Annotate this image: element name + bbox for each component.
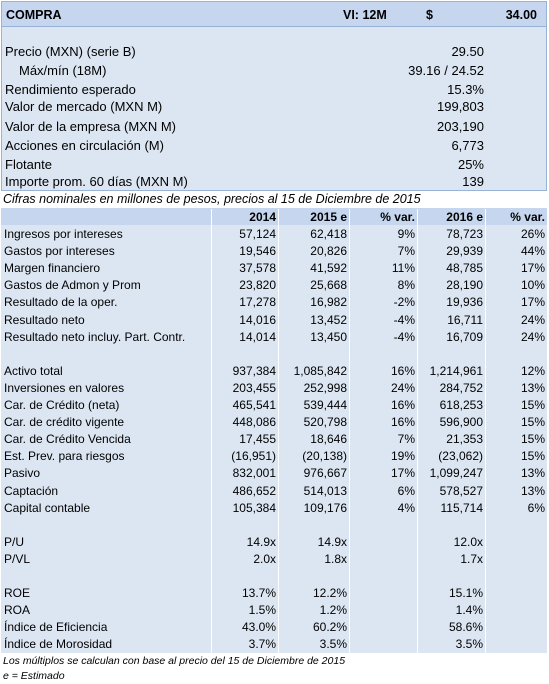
summary-value: 25% — [457, 157, 484, 172]
summary-value: 15.3% — [447, 82, 484, 97]
summary-row — [5, 44, 484, 62]
table-cell: 109,176 — [303, 500, 347, 515]
table-cell: -2% — [393, 295, 415, 310]
summary-value: 29.50 — [451, 44, 484, 59]
row-label: Capital contable — [4, 500, 91, 515]
table-cell: 3.7% — [248, 637, 276, 652]
row-label: Gastos por intereses — [4, 244, 115, 259]
table-cell: 19,546 — [239, 244, 276, 259]
row-label: ROA — [4, 603, 31, 618]
table-cell: 16% — [390, 415, 415, 430]
table-cell: 17% — [520, 295, 545, 310]
summary-label: Precio (MXN) (serie B) — [5, 44, 136, 59]
table-cell: (20,138) — [302, 449, 347, 464]
table-cell: 6% — [527, 500, 545, 515]
table-row — [1, 225, 547, 242]
table-row — [1, 362, 547, 379]
row-label: P/VL — [4, 551, 31, 566]
table-cell: 15.1% — [448, 586, 483, 601]
row-label: Activo total — [4, 363, 63, 378]
table-cell: 12% — [520, 363, 545, 378]
summary-row — [5, 99, 484, 117]
column-header: % var. — [510, 210, 545, 224]
table-cell: 24% — [390, 380, 415, 395]
financial-table — [1, 225, 547, 653]
table-cell: 7% — [397, 244, 415, 259]
summary-label: Rendimiento esperado — [5, 82, 136, 97]
summary-label: Valor de mercado (MXN M) — [5, 99, 163, 114]
table-cell: -4% — [393, 312, 415, 327]
table-cell: 17,455 — [239, 432, 276, 447]
table-row — [1, 328, 547, 345]
row-label: Resultado neto — [4, 312, 85, 327]
summary-value: 39.16 / 24.52 — [408, 63, 484, 78]
table-cell: 252,998 — [303, 380, 347, 395]
table-cell: 23,820 — [239, 278, 276, 293]
table-row — [1, 464, 547, 481]
row-label: Ingresos por intereses — [4, 227, 123, 241]
summary-label: Flotante — [5, 157, 52, 172]
table-cell: 7% — [397, 432, 415, 447]
table-row — [1, 379, 547, 396]
table-cell: 16% — [390, 363, 415, 378]
table-cell: 20,826 — [310, 244, 347, 259]
table-cell: 14.9x — [317, 534, 347, 549]
table-cell: 514,013 — [303, 483, 347, 498]
table-row — [1, 567, 547, 584]
table-cell: 15% — [520, 432, 545, 447]
column-header: % var. — [380, 210, 415, 224]
table-cell: 58.6% — [448, 620, 483, 635]
table-cell: (23,062) — [438, 449, 483, 464]
table-row — [1, 259, 547, 276]
table-cell: 115,714 — [440, 500, 483, 515]
figures-note: Cifras nominales en millones de pesos, precios al 15 de Diciembre de 2015 — [3, 192, 421, 206]
table-cell: 29,939 — [446, 244, 483, 259]
table-cell: 26% — [520, 227, 545, 241]
column-header: 2014 — [249, 210, 276, 224]
table-cell: 13,450 — [310, 329, 347, 344]
row-label: Margen financiero — [4, 261, 101, 276]
row-label: Índice de Eficiencia — [4, 620, 108, 635]
column-header: 2015 e — [310, 210, 347, 224]
table-cell: (16,951) — [231, 449, 276, 464]
summary-value: 6,773 — [451, 138, 484, 153]
column-divider — [349, 209, 350, 653]
table-cell: 937,384 — [232, 363, 276, 378]
table-cell: 448,086 — [232, 415, 276, 430]
row-label: Car. de Crédito (neta) — [4, 398, 120, 412]
table-cell: 13,452 — [310, 312, 347, 327]
table-cell: 3.5% — [455, 637, 483, 652]
summary-row — [5, 63, 484, 81]
table-cell: 1,214,961 — [429, 363, 483, 378]
table-row — [1, 533, 547, 550]
table-cell: 9% — [397, 227, 415, 241]
table-cell: 6% — [397, 483, 415, 498]
table-cell: 41,592 — [310, 261, 347, 276]
table-row — [1, 550, 547, 567]
table-cell: 19% — [390, 449, 415, 464]
table-cell: 11% — [391, 261, 415, 276]
summary-value: 203,190 — [437, 119, 484, 134]
table-cell: 486,652 — [232, 483, 276, 498]
table-row — [1, 413, 547, 430]
table-row — [1, 242, 547, 259]
table-row — [1, 584, 547, 601]
table-cell: -4% — [393, 329, 415, 344]
table-cell: 1,085,842 — [293, 363, 347, 378]
summary-row — [5, 138, 484, 156]
row-label: P/U — [4, 534, 25, 549]
table-row — [1, 635, 547, 652]
table-cell: 1.8x — [324, 551, 347, 566]
summary-label: Máx/mín (18M) — [19, 63, 107, 78]
summary-row — [5, 82, 484, 100]
row-label: Car. de crédito vigente — [4, 415, 125, 430]
target-price: 34.00 — [505, 8, 537, 22]
summary-row — [5, 119, 484, 137]
table-cell: 78,723 — [446, 227, 483, 241]
table-cell: 4% — [397, 500, 415, 515]
table-cell: 21,353 — [446, 432, 483, 447]
table-cell: 44% — [520, 244, 545, 259]
table-row — [1, 482, 547, 499]
table-cell: 1.4% — [455, 603, 483, 618]
row-label: Captación — [4, 483, 59, 498]
summary-value: 199,803 — [437, 99, 484, 114]
table-cell: 832,001 — [232, 466, 276, 481]
table-cell: 13.7% — [241, 586, 276, 601]
table-cell: 62,418 — [310, 227, 347, 241]
column-divider — [278, 209, 279, 653]
table-cell: 465,541 — [232, 398, 276, 412]
summary-box — [1, 27, 547, 191]
table-row — [1, 447, 547, 464]
summary-label: Acciones en circulación (M) — [5, 138, 164, 153]
table-cell: 1.5% — [248, 603, 276, 618]
table-cell: 19,936 — [446, 295, 483, 310]
currency-symbol: $ — [426, 8, 433, 22]
table-cell: 539,444 — [303, 398, 347, 412]
table-cell: 16,711 — [447, 312, 483, 327]
table-cell: 2.0x — [253, 551, 276, 566]
estimate-note: e = Estimado — [3, 670, 65, 682]
multiples-note: Los múltiplos se calculan con base al precio del 15 de Diciembre de 2015 — [3, 655, 346, 667]
row-label: Índice de Morosidad — [4, 637, 113, 652]
table-cell: 24% — [520, 312, 545, 327]
row-label: Inversiones en valores — [4, 380, 125, 395]
summary-label: Valor de la empresa (MXN M) — [5, 119, 176, 134]
table-cell: 16,709 — [446, 329, 483, 344]
table-cell: 17% — [520, 261, 545, 276]
table-cell: 60.2% — [312, 620, 347, 635]
row-label: Resultado de la oper. — [4, 295, 118, 310]
summary-label: Importe prom. 60 días (MXN M) — [5, 174, 188, 189]
table-row — [1, 430, 547, 447]
row-label: Car. de Crédito Vencida — [4, 432, 131, 447]
table-cell: 12.0x — [453, 534, 483, 549]
summary-row — [5, 174, 484, 192]
table-cell: 24% — [520, 329, 545, 344]
table-cell: 13% — [520, 483, 545, 498]
table-cell: 3.5% — [319, 637, 347, 652]
table-cell: 1,099,247 — [429, 466, 483, 481]
table-cell: 13% — [520, 466, 545, 481]
table-row — [1, 276, 547, 293]
row-label: Pasivo — [4, 466, 41, 481]
row-label: Gastos de Admon y Prom — [4, 278, 141, 293]
summary-row — [5, 157, 484, 175]
table-cell: 203,455 — [232, 380, 276, 395]
row-label: ROE — [4, 586, 31, 601]
table-cell: 1.7x — [460, 551, 483, 566]
table-cell: 15% — [520, 449, 545, 464]
table-row — [1, 601, 547, 618]
recommendation-label: COMPRA — [6, 8, 62, 22]
table-row — [1, 345, 547, 362]
table-cell: 48,785 — [446, 261, 483, 276]
table-row — [1, 396, 547, 413]
table-cell: 15% — [520, 398, 545, 412]
table-row — [1, 293, 547, 310]
column-divider — [211, 209, 212, 653]
recommendation-header — [1, 1, 547, 27]
table-cell: 25,668 — [310, 278, 347, 293]
row-label: Resultado neto incluy. Part. Contr. — [4, 329, 186, 344]
table-cell: 14,016 — [239, 312, 276, 327]
table-cell: 14,014 — [239, 329, 276, 344]
table-cell: 284,752 — [439, 380, 483, 395]
table-cell: 976,667 — [303, 466, 347, 481]
table-row — [1, 516, 547, 533]
table-cell: 16% — [390, 398, 415, 412]
vi-label: VI: 12M — [343, 8, 387, 22]
table-header — [1, 208, 547, 225]
table-cell: 15% — [520, 415, 545, 430]
table-cell: 16,982 — [310, 295, 347, 310]
table-cell: 12.2% — [312, 586, 347, 601]
table-row — [1, 618, 547, 635]
table-cell: 13% — [520, 380, 545, 395]
table-cell: 18,646 — [310, 432, 347, 447]
table-cell: 28,190 — [446, 278, 483, 293]
table-cell: 57,124 — [239, 227, 276, 241]
table-cell: 43.0% — [241, 620, 276, 635]
table-row — [1, 311, 547, 328]
table-row — [1, 499, 547, 516]
table-cell: 17% — [390, 466, 415, 481]
table-cell: 17,278 — [239, 295, 276, 310]
column-divider — [417, 209, 418, 653]
column-divider — [485, 209, 486, 653]
table-cell: 14.9x — [246, 534, 276, 549]
table-cell: 520,798 — [303, 415, 347, 430]
table-cell: 37,578 — [239, 261, 276, 276]
row-label: Est. Prev. para riesgos — [4, 449, 125, 464]
summary-value: 139 — [462, 174, 484, 189]
table-cell: 8% — [397, 278, 415, 293]
table-cell: 105,384 — [232, 500, 276, 515]
table-cell: 618,253 — [439, 398, 483, 412]
table-cell: 1.2% — [319, 603, 347, 618]
table-cell: 596,900 — [439, 415, 483, 430]
table-cell: 10% — [520, 278, 545, 293]
column-header: 2016 e — [446, 210, 483, 224]
table-cell: 578,527 — [439, 483, 483, 498]
